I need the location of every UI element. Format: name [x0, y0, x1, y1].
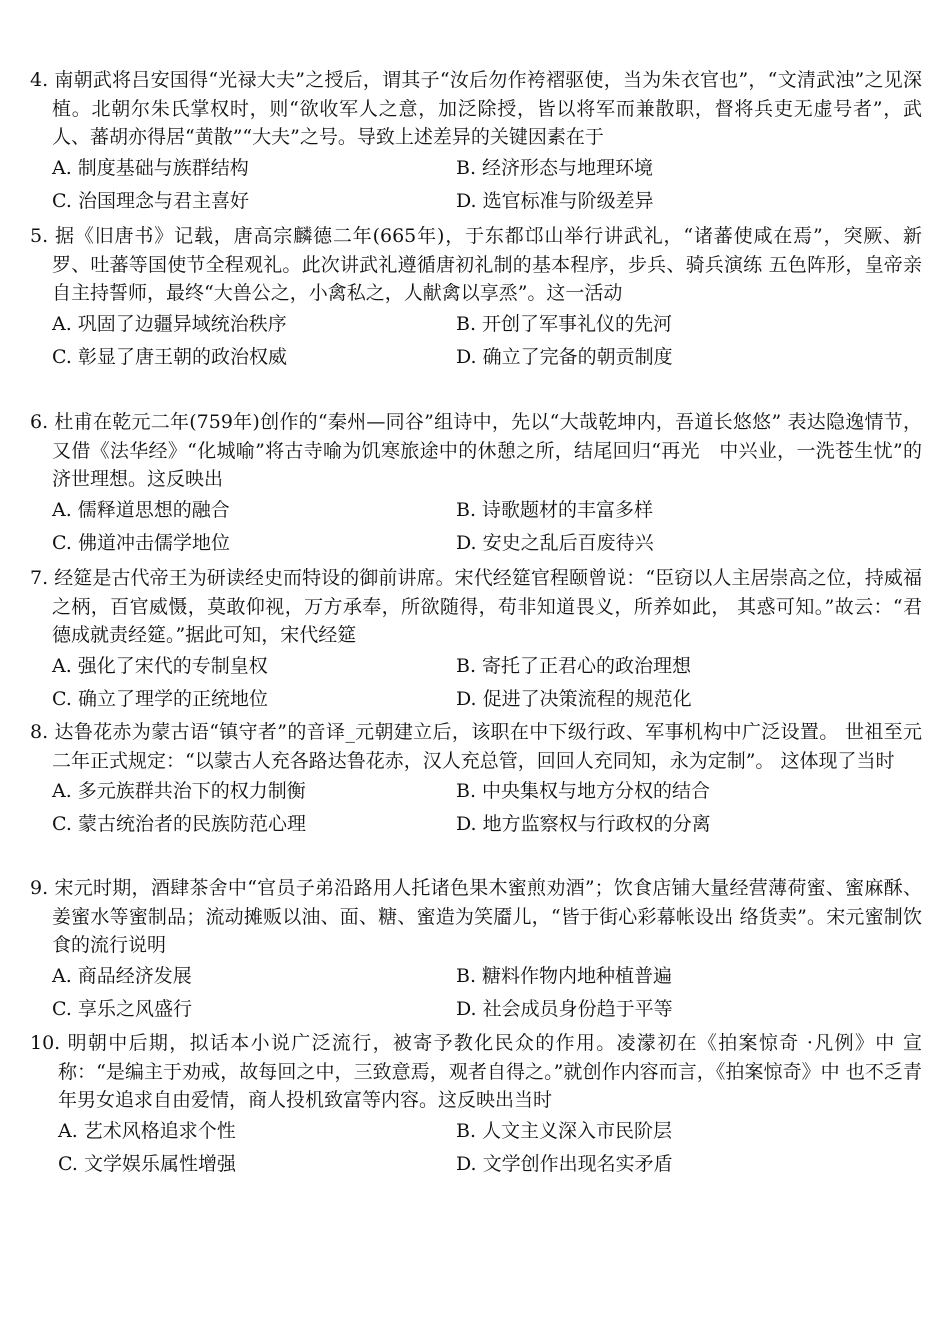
question-6-option-a: A. 儒释道思想的融合 — [52, 498, 230, 521]
question-10 — [30, 1029, 922, 1182]
question-6-option-d: D. 安史之乱后百废待兴 — [456, 531, 654, 554]
question-7-stem: 7. 经筵是古代帝王为研读经史而特设的御前讲席。宋代经筵官程颐曾说：“臣窃以人主居崇高之位，持威福之柄，百官威慑，莫敢仰视，万方承奉，所欲随得，苟非知道畏义，所养如此， 其惑可知。”故云：“君德成就责经筵。”据此可知，宋代经筵 — [30, 567, 922, 646]
question-9 — [30, 874, 922, 1027]
question-6-option-c: C. 佛道冲击儒学地位 — [52, 531, 230, 554]
question-7-options — [30, 652, 922, 717]
question-10-option-d: D. 文学创作出现名实矛盾 — [456, 1152, 673, 1175]
question-7-option-a: A. 强化了宋代的专制皇权 — [52, 654, 268, 677]
question-5-options — [30, 310, 922, 375]
question-10-option-a: A. 艺术风格追求个性 — [58, 1119, 236, 1142]
question-5-option-a: A. 巩固了边疆异域统治秩序 — [52, 312, 287, 335]
question-4-option-d: D. 选官标准与阶级差异 — [456, 189, 654, 212]
question-10-option-b: B. 人文主义深入市民阶层 — [456, 1119, 673, 1142]
question-7-option-b: B. 寄托了正君心的政治理想 — [456, 654, 692, 677]
question-4-stem: 4. 南朝武将吕安国得“光禄大夫”之授后，谓其子“汝后勿作袴褶驱使，当为朱衣官也”，“文清武浊”之见深植。北朝尔朱氏掌权时，则“欲收军人之意，加泛除授，皆以将军而兼散职，督将兵吏无虚号者”，武人、蕃胡亦得居“黄散”“大夫”之号。导致上述差异的关键因素在于 — [30, 69, 922, 148]
question-10-stem: 10. 明朝中后期，拟话本小说广泛流行，被寄予教化民众的作用。凌濛初在《拍案惊奇 ·凡例》中 宣称：“是编主于劝戒，故每回之中，三致意焉，观者自得之。”就创作内容而言，《拍案惊奇》中 也不乏青年男女追求自由爱情，商人投机致富等内容。这反映出当时 — [30, 1032, 922, 1111]
question-6-stem: 6. 杜甫在乾元二年(759年)创作的“秦州—同谷”组诗中，先以“大哉乾坤内，吾道长悠悠” 表达隐逸情节，又借《法华经》“化城喻”将古寺喻为饥寒旅途中的休憩之所，结尾回归“再光 中兴业，一洗苍生忧”的济世理想。这反映出 — [30, 411, 922, 490]
question-8-option-a: A. 多元族群共治下的权力制衡 — [52, 780, 306, 802]
question-9-options — [30, 962, 922, 1027]
question-6 — [30, 408, 922, 561]
question-5-option-d: D. 确立了完备的朝贡制度 — [456, 345, 673, 368]
question-5 — [30, 222, 922, 375]
question-10-option-c: C. 文学娱乐属性增强 — [58, 1152, 236, 1175]
question-4-option-c: C. 治国理念与君主喜好 — [52, 189, 249, 212]
question-5-option-b: B. 开创了军事礼仪的先河 — [456, 312, 673, 335]
question-8-option-c: C. 蒙古统治者的民族防范心理 — [52, 813, 306, 835]
question-7-option-c: C. 确立了理学的正统地位 — [52, 687, 268, 710]
question-4-option-a: A. 制度基础与族群结构 — [52, 156, 249, 179]
question-9-option-b: B. 糖料作物内地种植普遍 — [456, 964, 673, 987]
question-5-stem: 5. 据《旧唐书》记载，唐高宗麟德二年(665年)，于东都邙山举行讲武礼，“诸蕃使咸在焉”，突厥、新罗、吐蕃等国使节全程观礼。此次讲武礼遵循唐初礼制的基本程序，步兵、骑兵演练 五色阵形，皇帝亲自主持誓师，最终“大兽公之，小禽私之，人献禽以享烝”。这一活动 — [30, 225, 922, 304]
question-9-option-d: D. 社会成员身份趋于平等 — [456, 997, 673, 1020]
question-6-option-b: B. 诗歌题材的丰富多样 — [456, 498, 654, 521]
question-8-stem: 8. 达鲁花赤为蒙古语“镇守者”的音译_元朝建立后，该职在中下级行政、军事机构中广泛设置。 世祖至元二年正式规定：“以蒙古人充各路达鲁花赤，汉人充总管，回回人充同知，永为定制”。 这体现了当时 — [30, 721, 922, 772]
question-9-option-a: A. 商品经济发展 — [52, 964, 192, 987]
question-9-stem: 9. 宋元时期，酒肆茶舍中“官员子弟沿路用人托诸色果木蜜煎劝酒”；饮食店铺大量经营薄荷蜜、蜜麻酥、姜蜜水等蜜制品；流动摊贩以油、面、糖、蜜造为笑靥儿，“皆于街心彩幕帐设出 络货卖”。宋元蜜制饮食的流行说明 — [30, 877, 922, 956]
question-8-option-d: D. 地方监察权与行政权的分离 — [456, 813, 711, 835]
question-4-option-b: B. 经济形态与地理环境 — [456, 156, 654, 179]
question-8 — [30, 718, 922, 842]
question-10-options — [30, 1117, 922, 1182]
question-9-option-c: C. 享乐之风盛行 — [52, 997, 192, 1020]
question-6-options — [30, 496, 922, 561]
question-8-option-b: B. 中央集权与地方分权的结合 — [456, 780, 711, 802]
question-4 — [30, 66, 922, 219]
question-8-options — [30, 777, 922, 842]
question-5-option-c: C. 彰显了唐王朝的政治权威 — [52, 345, 287, 368]
question-7-option-d: D. 促进了决策流程的规范化 — [456, 687, 692, 710]
question-7 — [30, 564, 922, 717]
question-4-options — [30, 154, 922, 219]
